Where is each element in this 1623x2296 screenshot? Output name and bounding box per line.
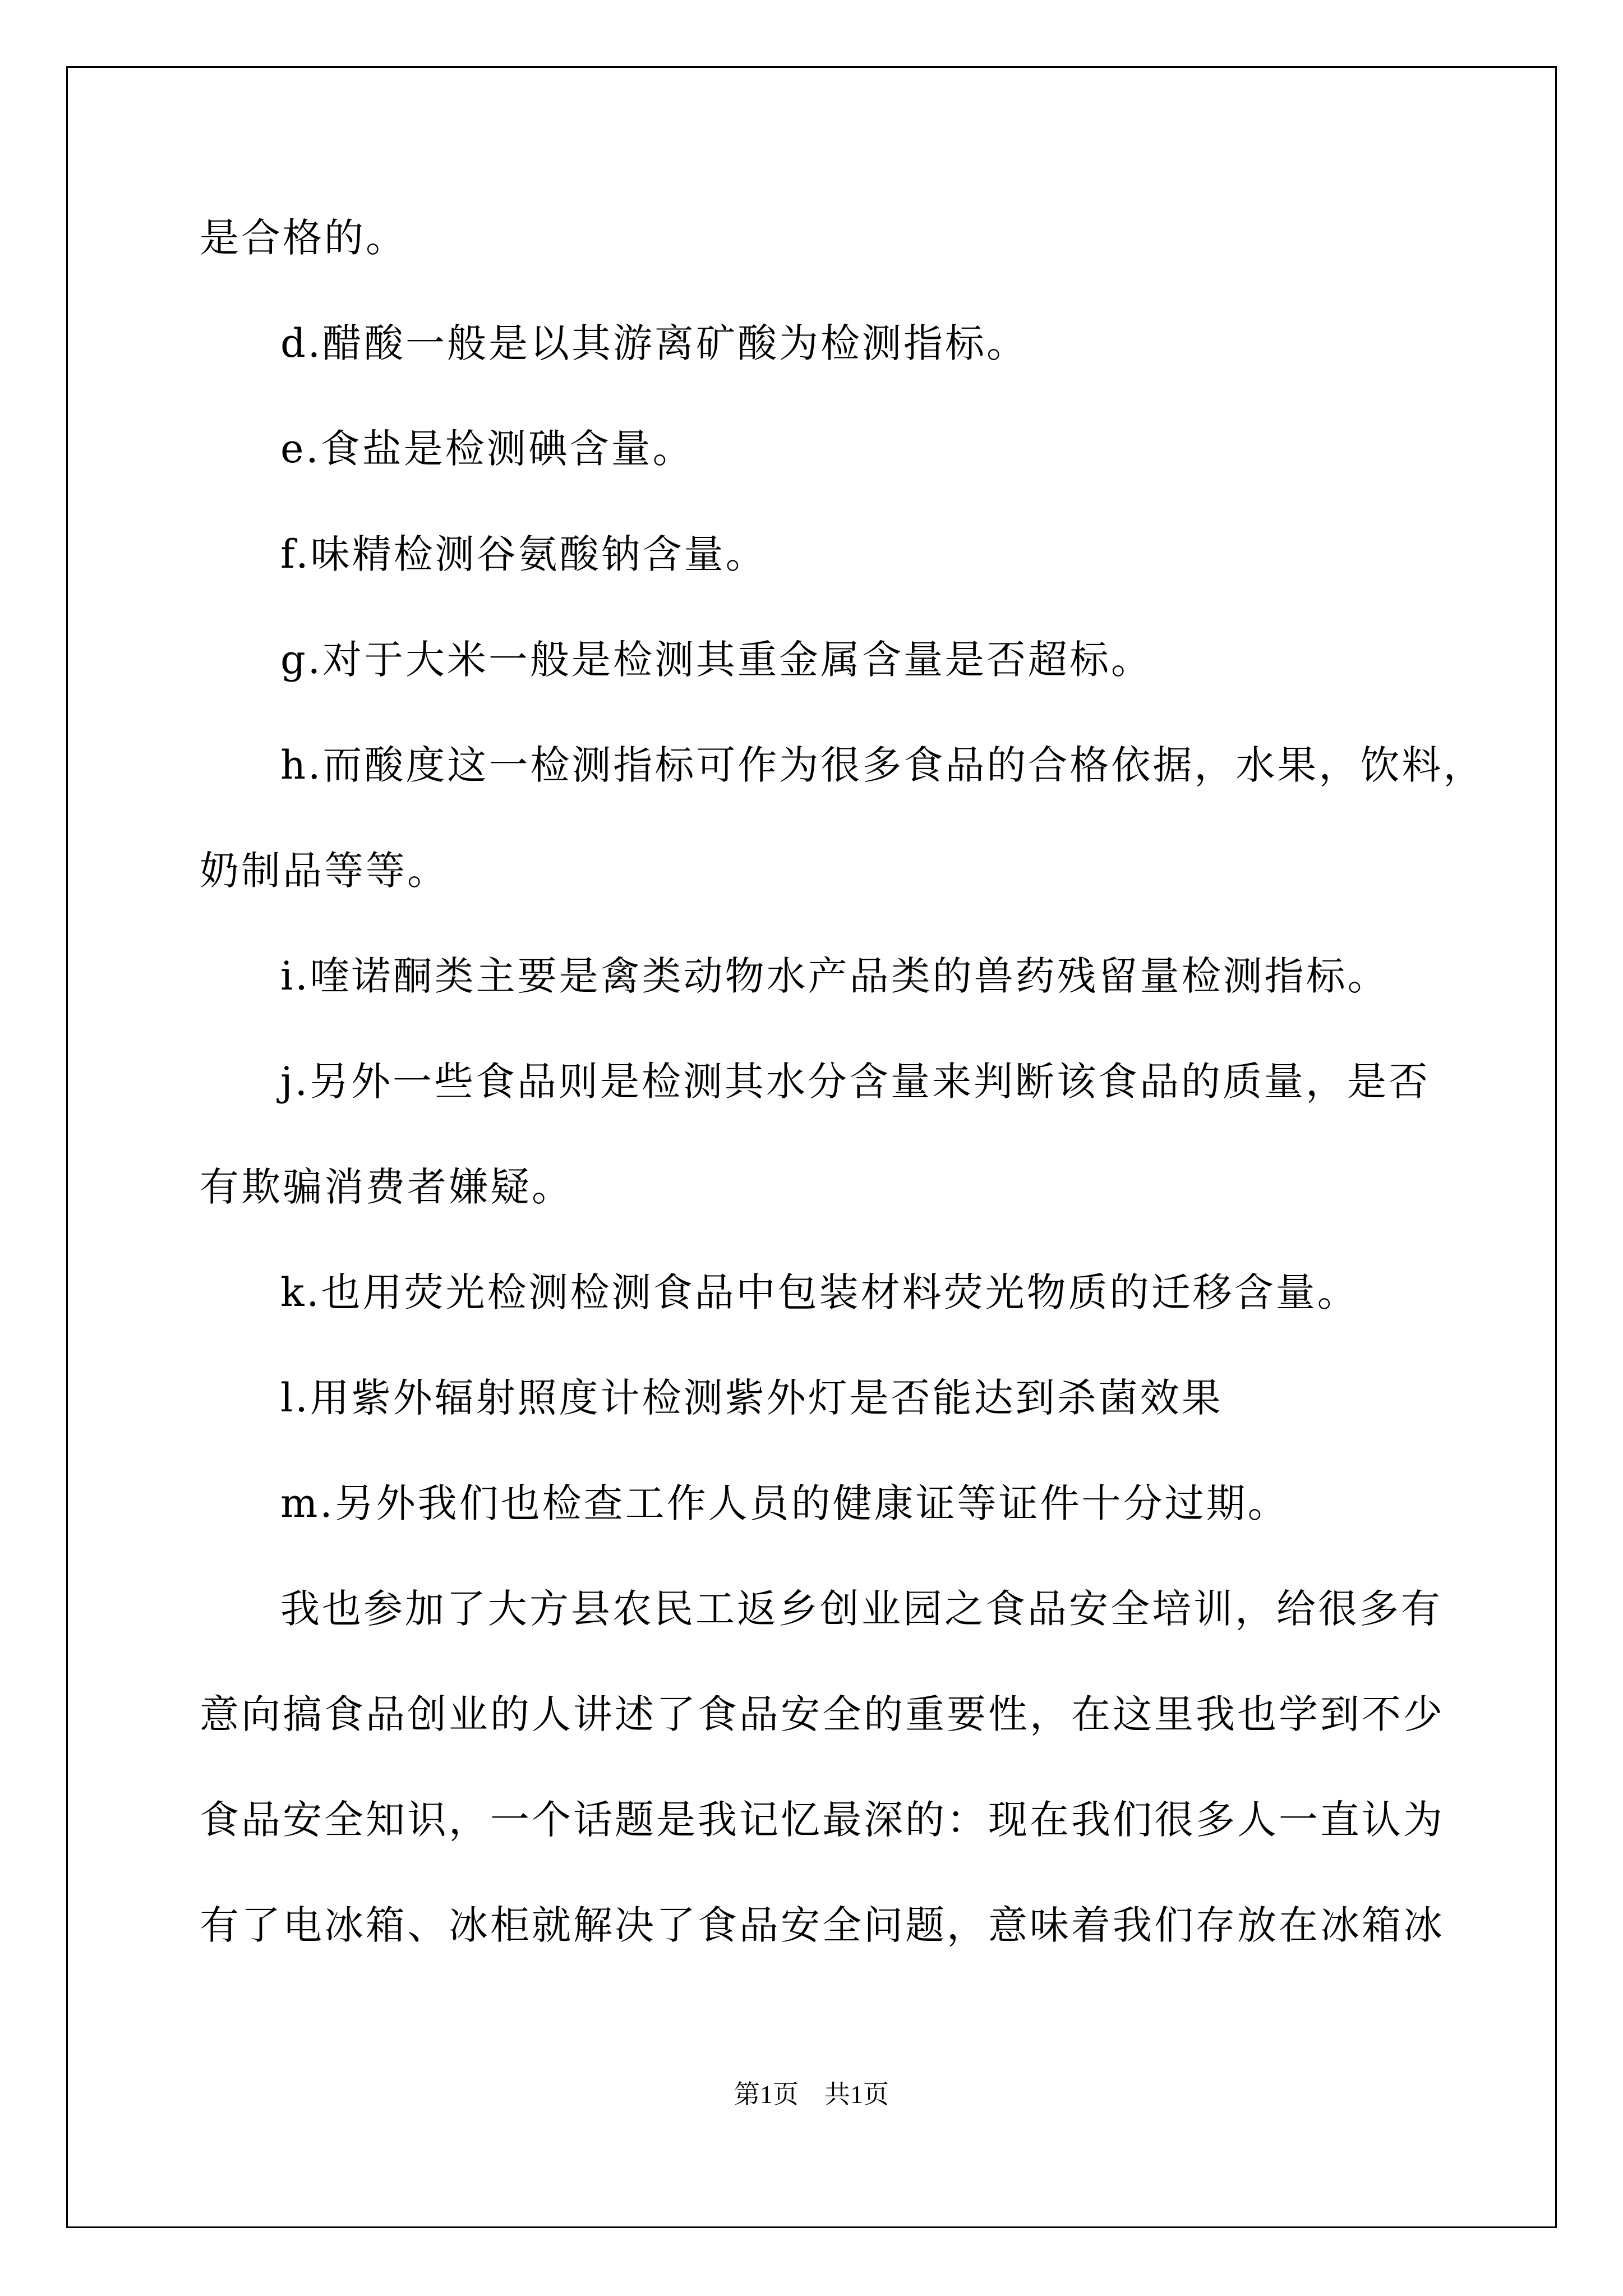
text-line: 有了电冰箱、冰柜就解决了食品安全问题，意味着我们存放在冰箱冰: [200, 1902, 1445, 1948]
text-line: j.另外一些食品则是检测其水分含量来判断该食品的质量，是否: [280, 1059, 1430, 1105]
text-line: 我也参加了大方县农民工返乡创业园之食品安全培训，给很多有: [280, 1586, 1442, 1632]
text-line: 是合格的。: [200, 215, 407, 261]
text-line: d.醋酸一般是以其游离矿酸为检测指标。: [280, 320, 1029, 366]
text-line: m.另外我们也检查工作人员的健康证等证件十分过期。: [280, 1480, 1289, 1526]
text-line: e.食盐是检测碘含量。: [280, 426, 694, 472]
page-number: 第1页 共1页: [734, 2080, 889, 2109]
text-line: g.对于大米一般是检测其重金属含量是否超标。: [280, 637, 1153, 683]
text-line: 奶制品等等。: [200, 848, 449, 894]
text-line: h.而酸度这一检测指标可作为很多食品的合格依据，水果，饮料，: [280, 742, 1485, 788]
text-line: 意向搞食品创业的人讲述了食品安全的重要性，在这里我也学到不少: [200, 1691, 1445, 1737]
text-line: i.喹诺酮类主要是禽类动物水产品类的兽药残留量检测指标。: [280, 953, 1389, 999]
text-line: 有欺骗消费者嫌疑。: [200, 1164, 573, 1210]
text-line: 食品安全知识，一个话题是我记忆最深的：现在我们很多人一直认为: [200, 1797, 1445, 1843]
text-line: l.用紫外辐射照度计检测紫外灯是否能达到杀菌效果: [280, 1375, 1223, 1421]
text-line: k.也用荧光检测检测食品中包装材料荧光物质的迁移含量。: [280, 1269, 1359, 1315]
text-line: f.味精检测谷氨酸钠含量。: [280, 531, 767, 577]
